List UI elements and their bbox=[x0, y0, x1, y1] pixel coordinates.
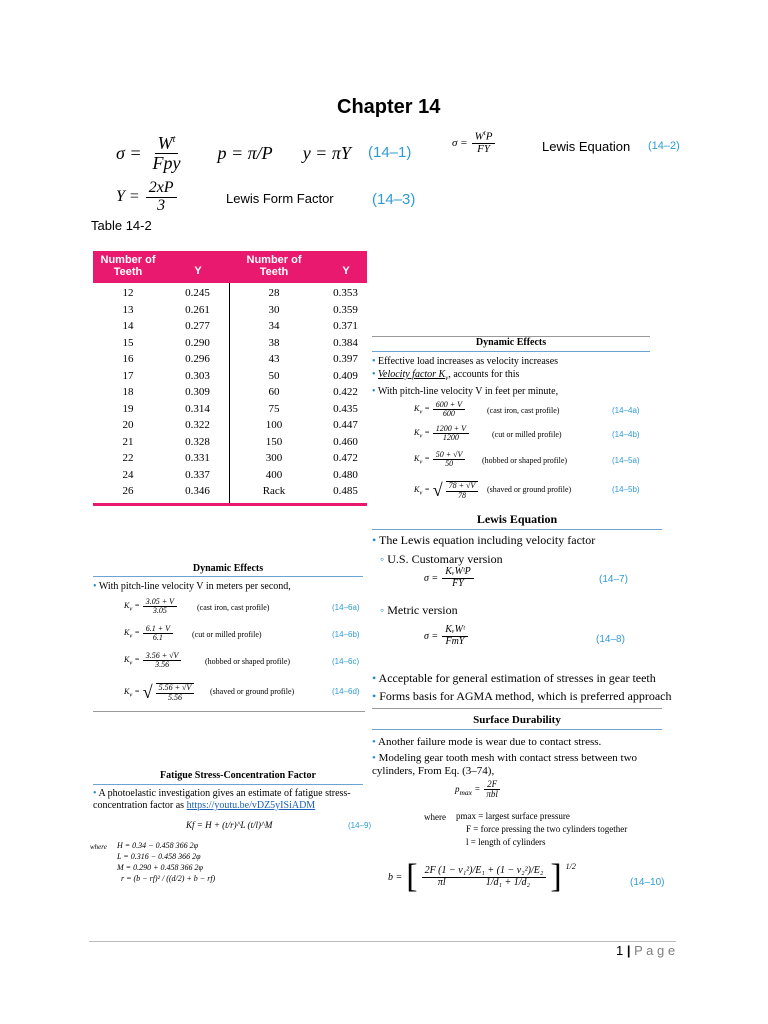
divider bbox=[372, 729, 662, 730]
kv-symbol: $K_v$ = bbox=[414, 454, 430, 466]
list-item: • With pitch-line velocity V in feet per minute, bbox=[372, 386, 559, 397]
kv-description: (cut or milled profile) bbox=[192, 630, 262, 639]
kv-description: (cut or milled profile) bbox=[492, 430, 562, 439]
table-cell: 43 bbox=[268, 353, 280, 365]
table-cell: 28 bbox=[268, 287, 280, 299]
fatigue-where: where bbox=[90, 843, 107, 851]
table-cell: 400 bbox=[265, 468, 283, 481]
eq-14-2: σ = $W^tP$ FY bbox=[452, 130, 495, 156]
lewis-sub-2: ◦ Metric version bbox=[380, 603, 458, 617]
table-row bbox=[93, 403, 367, 421]
table-cell: 0.472 bbox=[333, 452, 358, 464]
kv-description: (cast iron, cast profile) bbox=[197, 603, 270, 612]
lewis-bullet-1: • The Lewis equation including velocity factor bbox=[372, 533, 596, 547]
table-body bbox=[93, 283, 367, 506]
definition: pmax = largest surface pressure bbox=[456, 811, 570, 821]
table-cell: 14 bbox=[122, 320, 134, 332]
table-cell: 60 bbox=[268, 386, 280, 398]
table-cell: 38 bbox=[268, 336, 280, 349]
list-item: • Another failure mode is wear due to contact stress. bbox=[372, 736, 602, 748]
table-cell: 17 bbox=[122, 369, 134, 382]
kv-equation: $K_v$ = $\frac{3.56 + √V}{3.56}$ bbox=[124, 652, 181, 670]
kv-description: (hobbed or shaped profile) bbox=[205, 657, 291, 666]
col-header: Number of Teeth bbox=[100, 254, 156, 278]
kv-label: (14–4b) bbox=[612, 430, 640, 439]
kv-description: (hobbed or shaped profile) bbox=[482, 456, 568, 465]
table-cell: 0.328 bbox=[185, 435, 210, 448]
table-cell: 0.261 bbox=[185, 303, 210, 316]
kv-equation: $K_v$ = $\frac{1200 + V}{1200}$ bbox=[414, 425, 469, 443]
kv-description: (cast iron, cast profile) bbox=[487, 406, 560, 415]
table-cell: 0.296 bbox=[185, 353, 210, 365]
table-cell: 0.290 bbox=[185, 336, 210, 349]
kv-label: (14–6c) bbox=[332, 657, 360, 666]
kv-label: (14–4a) bbox=[612, 406, 640, 415]
table-cell: 0.277 bbox=[185, 320, 210, 332]
divider bbox=[372, 708, 662, 709]
table-row bbox=[93, 436, 367, 454]
kv-equation: $K_v$ = $\frac{6.1 + V}{6.1}$ bbox=[124, 625, 173, 643]
divider bbox=[372, 529, 662, 530]
table-cell: 0.303 bbox=[185, 369, 210, 382]
footer-divider bbox=[89, 941, 676, 942]
kv-equation: $K_v$ = $\frac{3.05 + V}{3.05}$ bbox=[124, 598, 177, 616]
kv-equation: $K_v$ = √ 78 + √V 78 bbox=[414, 480, 478, 501]
table-cell: 0.371 bbox=[333, 320, 358, 332]
table-row bbox=[93, 370, 367, 388]
kv-symbol: $K_v$ = bbox=[414, 484, 430, 497]
page-footer bbox=[616, 943, 675, 958]
pmax-eq: $p_{max}$ = 2F πbl bbox=[455, 780, 501, 800]
kv-description: (shaved or ground profile) bbox=[487, 485, 572, 494]
dyn-ft-bullets bbox=[372, 355, 652, 398]
lewis-bullet-3: • Forms basis for AGMA method, which is preferred approach bbox=[372, 689, 672, 703]
eq-14-9-label: (14–9) bbox=[348, 821, 372, 830]
table-row bbox=[93, 452, 367, 470]
footer-separator: | bbox=[626, 943, 631, 958]
kv-symbol: $K_v$ = bbox=[414, 428, 430, 440]
definition: L = 0.316 − 0.458 366 2φ bbox=[117, 852, 201, 861]
table-cell: 0.314 bbox=[185, 402, 210, 415]
table-row bbox=[93, 320, 367, 338]
kv-symbol: $K_v$ = bbox=[124, 601, 140, 613]
dyn-m-title: Dynamic Effects bbox=[192, 563, 264, 574]
eq-14-1-label: (14–1) bbox=[368, 144, 412, 161]
table-header bbox=[93, 251, 367, 283]
lewis-sub-1: ◦ U.S. Customary version bbox=[380, 552, 503, 566]
kv-symbol: $K_v$ = bbox=[414, 404, 430, 416]
table-cell: 34 bbox=[268, 320, 280, 332]
form-factor-label: Lewis Form Factor bbox=[226, 191, 334, 206]
definition: M = 0.290 + 0.458 366 2φ bbox=[117, 863, 203, 872]
table-cell: 50 bbox=[268, 369, 280, 382]
table-cell: 12 bbox=[122, 287, 134, 299]
lewis-panel-title: Lewis Equation bbox=[476, 512, 558, 526]
table-row bbox=[93, 304, 367, 322]
table-cell: 0.346 bbox=[185, 485, 210, 497]
fatigue-title: Fatigue Stress-Concentration Factor bbox=[160, 770, 316, 781]
divider bbox=[372, 351, 650, 352]
kv-symbol: $K_v$ = bbox=[124, 655, 140, 667]
table-cell: 300 bbox=[265, 452, 283, 464]
lewis-equation-label: Lewis Equation bbox=[542, 139, 631, 154]
divider bbox=[93, 784, 363, 785]
col-header: Y bbox=[342, 265, 350, 277]
kv-equation: $K_v$ = $\frac{50 + √V}{50}$ bbox=[414, 451, 465, 469]
fatigue-defs bbox=[117, 840, 215, 884]
table-cell: 18 bbox=[122, 386, 134, 398]
lewis-bullet-2: • Acceptable for general estimation of stresses in gear teeth bbox=[372, 671, 656, 685]
eq-14-2-label: (14–2) bbox=[648, 140, 680, 152]
kv-label: (14–6b) bbox=[332, 630, 360, 639]
table-cell: Rack bbox=[262, 485, 286, 497]
table-row bbox=[93, 353, 367, 371]
surface-where: where bbox=[424, 812, 446, 822]
divider bbox=[93, 576, 363, 577]
table-cell: 0.409 bbox=[333, 369, 358, 382]
table-cell: 13 bbox=[122, 303, 134, 316]
kv-equation: $K_v$ = √ 5.56 + √V 5.56 bbox=[124, 682, 194, 703]
table-cell: 0.485 bbox=[333, 485, 358, 497]
kv-label: (14–5a) bbox=[612, 456, 640, 465]
page-word: P a g e bbox=[634, 943, 676, 958]
list-item: • Modeling gear tooth mesh with contact stress between two cylinders, From Eq. (3–74), bbox=[372, 752, 638, 777]
kv-label: (14–6d) bbox=[332, 687, 360, 696]
table-cell: 0.353 bbox=[333, 287, 358, 299]
table-row bbox=[93, 419, 367, 437]
kv-label: (14–6a) bbox=[332, 603, 360, 612]
eq-14-7: σ = KᵥWᵗP FY bbox=[424, 567, 474, 589]
dyn-ft-title: Dynamic Effects bbox=[475, 337, 547, 348]
table-cell: 16 bbox=[122, 353, 134, 365]
table-cell: 0.384 bbox=[333, 336, 358, 349]
table-cell: 24 bbox=[122, 468, 134, 481]
definition: l = length of cylinders bbox=[466, 837, 546, 847]
table-cell: 75 bbox=[268, 402, 280, 415]
col-header: Number of Teeth bbox=[246, 254, 302, 278]
fatigue-link[interactable]: https://youtu.be/vDZ5yISiADM bbox=[186, 800, 316, 811]
eq-14-7-label: (14–7) bbox=[599, 574, 628, 585]
eq-14-10: b = [ 2F (1 − ν₁²)/E₁ + (1 − ν₂²)/E₂ πl 1/d₁ + 1/d₂ ] $^{1/2}$ bbox=[388, 858, 576, 895]
table-cell: 22 bbox=[122, 452, 134, 464]
dyn-m-bullet: • With pitch-line velocity V in meters per second, bbox=[93, 581, 291, 592]
page-number: 1 bbox=[616, 943, 624, 958]
fatigue-bullet: • A photoelastic investigation gives an estimate of fatigue stress-concentration factor as https://youtu.be/vDZ5yISiADM bbox=[93, 788, 351, 811]
kv-symbol: $K_v$ = bbox=[124, 686, 140, 699]
table-cell: 0.337 bbox=[185, 468, 210, 481]
table-cell: 20 bbox=[122, 419, 134, 431]
surface-title: Surface Durability bbox=[473, 714, 561, 726]
eq-14-1: σ = $W^t$ Fpy p = π/P y = πY bbox=[116, 133, 351, 173]
eq-14-8: σ = KᵥWᵗ FmY bbox=[424, 625, 468, 647]
kf-eq: Kf = H + (t/r)^L (t/l)^M bbox=[186, 820, 273, 830]
eq-14-8-label: (14–8) bbox=[596, 634, 625, 645]
eq-14-10-label: (14–10) bbox=[630, 877, 665, 888]
table-caption: Table 14-2 bbox=[91, 218, 152, 233]
table-cell: 19 bbox=[122, 402, 134, 415]
table-cell: 21 bbox=[122, 435, 134, 448]
table-cell: 0.447 bbox=[333, 419, 358, 431]
table-row bbox=[93, 485, 367, 503]
surface-defs bbox=[456, 810, 627, 849]
definition: F = force pressing the two cylinders together bbox=[466, 824, 628, 834]
col-header: Y bbox=[194, 265, 202, 277]
table-cell: 0.359 bbox=[333, 303, 358, 316]
table-cell: 100 bbox=[265, 419, 283, 431]
divider bbox=[93, 711, 365, 712]
page-title: Chapter 14 bbox=[337, 96, 441, 118]
table-cell: 0.322 bbox=[185, 419, 210, 431]
lewis-form-factor-table bbox=[93, 251, 367, 506]
table-cell: 0.309 bbox=[185, 386, 210, 398]
table-cell: 0.480 bbox=[333, 468, 358, 481]
kv-equation: $K_v$ = $\frac{600 + V}{600}$ bbox=[414, 401, 465, 419]
eq-14-3: Y = $\frac{2xP}{3}$ bbox=[116, 180, 177, 215]
table-cell: 15 bbox=[122, 336, 134, 349]
kv-description: (shaved or ground profile) bbox=[210, 687, 295, 696]
definition: H = 0.34 − 0.458 366 2φ bbox=[117, 841, 198, 850]
table-row bbox=[93, 469, 367, 487]
list-item: • Velocity factor $K_v$, accounts for this bbox=[372, 369, 520, 382]
list-item: • Effective load increases as velocity increases bbox=[372, 356, 559, 367]
kv-symbol: $K_v$ = bbox=[124, 628, 140, 640]
definition: r = (b − rf)² / ((d/2) + b − rf) bbox=[121, 874, 216, 883]
eq-14-3-label: (14–3) bbox=[372, 191, 416, 208]
surface-bullets bbox=[372, 736, 662, 778]
table-cell: 0.435 bbox=[333, 402, 358, 415]
table-cell: 0.331 bbox=[185, 452, 210, 464]
table-cell: 0.397 bbox=[333, 353, 358, 365]
table-cell: 30 bbox=[268, 303, 280, 316]
table-cell: 150 bbox=[265, 435, 283, 448]
table-cell: 0.245 bbox=[185, 287, 210, 299]
kv-label: (14–5b) bbox=[612, 485, 640, 494]
table-row bbox=[93, 386, 367, 404]
table-cell: 0.460 bbox=[333, 435, 358, 448]
table-row bbox=[93, 287, 367, 305]
table-cell: 26 bbox=[122, 485, 134, 497]
table-cell: 0.422 bbox=[333, 386, 358, 398]
table-row bbox=[93, 337, 367, 355]
